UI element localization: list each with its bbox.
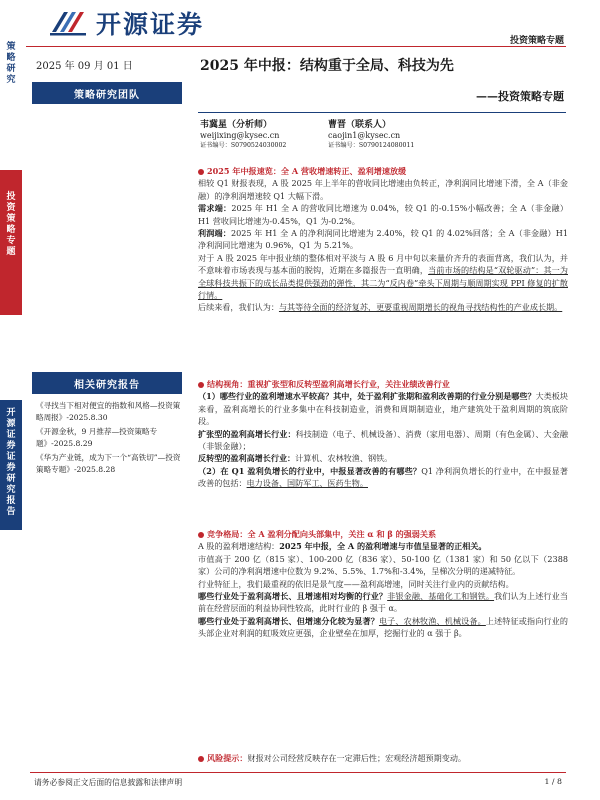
paragraph: （1）哪些行业的盈利增速水平较高？其中，处于盈利扩张期和盈利改善期的行业分别是哪些？大类板块来看，盈利高增长的行业多集中在科技制造业，消费和周期制造业，地产建筑处于盈利周期的筑底阶段。 [198, 391, 568, 427]
paragraph: 对于 A 股 2025 年中报业绩的整体相对平淡与 A 股 6 月中旬以来量价齐升的表面背离，我们认为，并不意味着市场表现与基本面的脱钩，近期在多篇报告一直明确，当前市场的结构是“双轮驱动”：其一为全球科技共振下的成长品类提供强劲的弹性，其二为“反内卷”牵头下周期与顺周期实现 PPI 修复的扩散行情。 [198, 252, 568, 301]
paragraph: A 股的盈利增速结构：2025 年中报，全 A 的盈利增速与市值呈显著的正相关。 [198, 541, 487, 552]
report-category: 投资策略专题 [509, 36, 564, 46]
paragraph: 市值高于 200 亿（815 家）、100-200 亿（836 家）、50-100 亿（1381 家）和 50 亿以下（2388 家）公司的净利润增速中位数为 9.2%、5.5%、1.7%和-3.4%，呈梯次分明的递减特征。 [198, 553, 568, 577]
logo-mark-icon [48, 8, 90, 38]
author-card [328, 120, 414, 152]
team-banner: 策略研究团队 [32, 82, 182, 104]
paragraph: 利润端：2025 年 H1 全 A 的净利润同比增速为 2.40%，较 Q1 的 4.02%回落；全 A（非金融）H1 净利润同比增速为 0.96%，Q1 为 5.21%。 [198, 228, 568, 251]
paragraph: 需求端：2025 年 H1 全 A 的营收同比增速为 0.04%，较 Q1 的-0.15%小幅改善；全 A（非金融）H1 营收同比增速为-0.45%，Q1 为-0.2%。 [198, 203, 568, 226]
author-email[interactable]: caojin1@kysec.cn [328, 130, 401, 140]
risk-section: 风险提示：财报对公司经营反映存在一定滞后性；宏观经济超预期变动。 [198, 752, 568, 764]
paragraph: 扩张型的盈利高增长行业：科技制造（电子、机械设备）、消费（家用电器）、周期（有色金属）、大金融（非银金融）； [198, 428, 568, 452]
author-email[interactable]: weijixing@kysec.cn [200, 130, 280, 140]
author-license: 证书编号：S0790524030002 [200, 142, 287, 149]
section-3 [198, 528, 568, 640]
paragraph: 行业特征上，我们最重视的依旧是景气度——盈利高增速，同时关注行业内的贡献结构。 [198, 578, 514, 589]
section-1 [198, 165, 568, 314]
footer-divider [30, 772, 566, 773]
related-reports-list [36, 400, 182, 478]
author-license: 证书编号：S0790124080011 [328, 142, 415, 149]
company-logo [48, 6, 204, 40]
section-heading: 竞争格局：全 A 盈利分配向头部集中，关注 α 和 β 的强弱关系 [198, 528, 568, 540]
author-name: 曹晋（联系人） [328, 120, 392, 130]
sidebar-bottom-label: 开源证券 证券研究报告 [6, 408, 16, 517]
paragraph: （2）在 Q1 盈利负增长的行业中，中报显著改善的有哪些？Q1 净利润负增长的行业中，在中报显著改善的包括：电力设备、国防军工、医药生物。 [198, 465, 569, 489]
paragraph: 哪些行业处于盈利高增长、且增速相对均衡的行业？非银金融、基础化工和钢铁。我们认为上述行业当前在经营层面的利益协同性较高，此时行业的 β 强于 α。 [198, 591, 568, 614]
related-report-link[interactable]: 《华为产业链，成为下一个“高铁切”—投资策略专题》-2025.8.28 [36, 453, 181, 474]
paragraph: 后续来看，我们认为：与其等待全面的经济复苏，更要重视周期增长的视角寻找结构性的产业成长期。 [198, 302, 563, 313]
bullet-icon [198, 169, 204, 175]
bullet-icon [198, 532, 204, 538]
author-card [200, 120, 286, 152]
paragraph: 相较 Q1 财报表现，A 股 2025 年上半年的营收同比增速由负转正，净利润同比增速下滑，全 A（非金融）的净利润增速较 Q1 大幅下滑。 [198, 178, 568, 201]
related-reports-banner: 相关研究报告 [32, 372, 182, 394]
section-2 [198, 378, 568, 490]
sidebar-top-label: 策略研究 [6, 42, 16, 85]
report-title: 2025 年中报：结构重于全局、科技为先 [200, 58, 454, 74]
bullet-icon [198, 382, 204, 388]
related-report-link[interactable]: 《开源金秋，9 月推荐—投资策略专题》-2025.8.29 [36, 427, 158, 448]
logo-text: 开源证券 [96, 10, 205, 39]
page-number: 1 / 8 [544, 777, 562, 786]
author-name: 韦冀星（分析师） [200, 120, 273, 130]
title-divider [198, 112, 566, 113]
section-heading: 2025 年中报速览：全 A 营收增速转正、盈利增速放缓 [198, 165, 568, 177]
sidebar-red-label: 投资策略专题 [6, 192, 16, 257]
section-heading: 结构视角：重视扩张型和反转型盈利高增长行业，关注业绩改善行业 [198, 378, 568, 390]
footer-disclaimer: 请务必参阅正文后面的信息披露和法律声明 [34, 778, 183, 787]
paragraph: 哪些行业处于盈利高增长、但增速分化较为显著？电子、农林牧渔、机械设备。上述特征或指向行业的头部企业对利润的虹吸效应更强，企业壁垒在加厚，挖掘行业的 α 强于 β。 [198, 615, 568, 639]
related-report-link[interactable]: 《寻找当下相对便宜的指数和风格—投资策略周报》-2025.8.30 [36, 401, 181, 422]
report-subtitle: ——投资策略专题 [476, 90, 564, 103]
report-date: 2025 年 09 月 01 日 [36, 61, 133, 72]
paragraph: 反转型的盈利高增长行业：计算机、农林牧渔、钢铁。 [198, 453, 393, 464]
header-divider [26, 46, 566, 47]
bullet-icon [198, 756, 204, 762]
